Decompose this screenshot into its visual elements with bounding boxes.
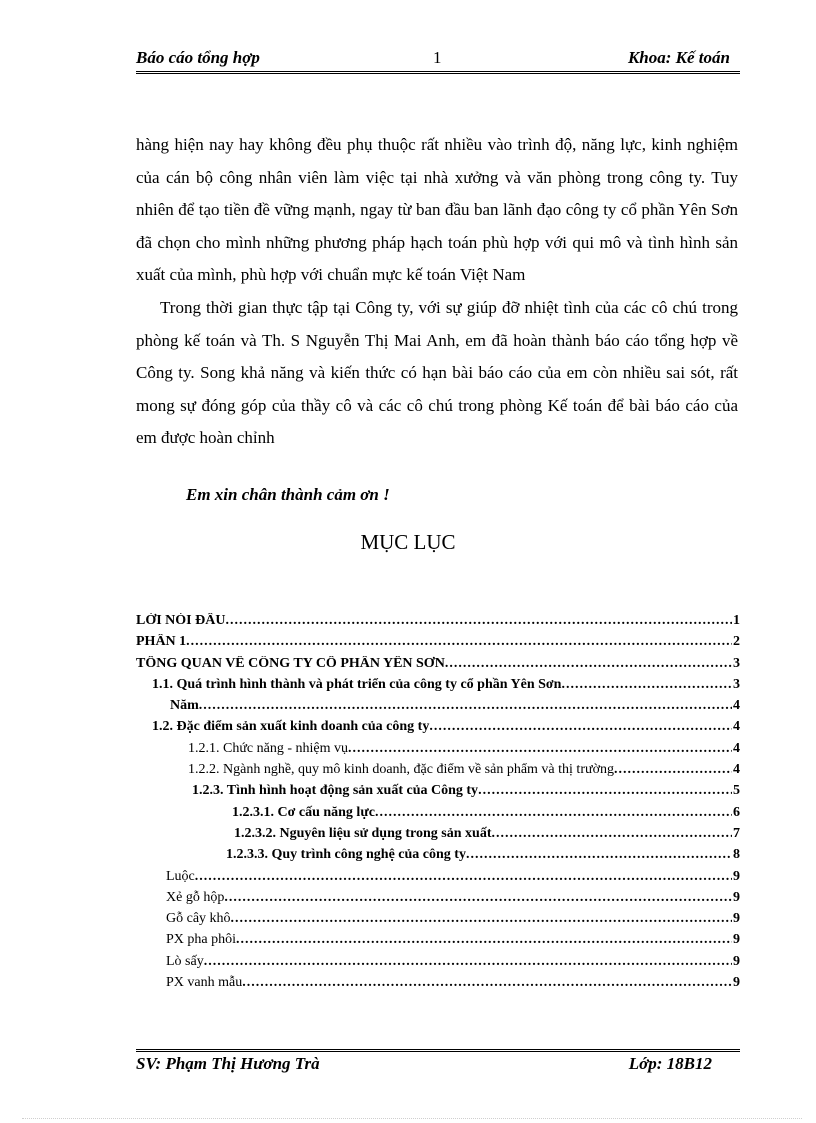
toc-leader (204, 954, 732, 970)
toc-entry-page: 7 (733, 825, 740, 841)
toc-entry-page: 6 (733, 804, 740, 820)
toc-leader (466, 847, 732, 863)
toc-entry-title: LỜI NÓI ĐẦU (136, 613, 226, 628)
toc-entry[interactable] (136, 783, 740, 804)
toc-entry-title: TỔNG QUAN VỀ CÔNG TY CỔ PHẦN YÊN SƠN (136, 655, 445, 671)
paragraph-intro: hàng hiện nay hay không đều phụ thuộc rất nhiều vào trình độ, năng lực, kinh nghiệm của cán bộ công nhân viên làm việc tại nhà xưởng và văn phòng trong công ty. Tuy nhiên để tạo tiền đề vững mạnh, ngay từ ban đầu ban lãnh đạo công ty cổ phần Yên Sơn đã chọn cho mình những phương pháp hạch toán phù hợp với qui mô và tình hình sản xuất của mình, phù hợp với chuẩn mực kế toán Việt Nam (136, 135, 738, 285)
toc-entry-page: 4 (733, 698, 740, 714)
toc-leader (614, 762, 732, 778)
toc-entry-title: Gỗ cây khô (166, 911, 231, 927)
toc-entry-title: 1.2.3.3. Quy trình công nghệ của công ty (226, 847, 466, 863)
toc-entry[interactable] (136, 975, 740, 996)
toc-entry-title: PX pha phôi (166, 932, 236, 948)
toc-leader (478, 783, 732, 799)
header-faculty: Khoa: Kế toán (627, 48, 730, 67)
page-footer (136, 1054, 738, 1078)
toc-entry-title: 1.2. Đặc điểm sản xuất kinh doanh của công ty (152, 719, 430, 735)
toc-leader (195, 869, 732, 885)
toc-leader (236, 932, 732, 948)
header-page-number: 1 (433, 48, 442, 67)
toc-leader (225, 613, 732, 629)
toc-entry-title: PHẦN 1 (136, 634, 187, 650)
header-divider (136, 71, 740, 76)
toc-entry[interactable] (136, 954, 740, 975)
toc-entry-title: Luộc (166, 868, 195, 884)
toc-entry-title: Năm (170, 698, 199, 714)
body-text (136, 129, 738, 455)
toc-entry[interactable] (136, 911, 740, 932)
toc-entry[interactable] (136, 677, 740, 698)
toc-leader (445, 656, 732, 672)
footer-student-name: SV: Phạm Thị Hương Trà (136, 1054, 320, 1073)
toc-entry[interactable] (136, 869, 740, 890)
toc-entry-page: 9 (733, 975, 740, 991)
toc-entry-page: 8 (733, 847, 740, 863)
toc-entry-title: 1.2.1. Chức năng - nhiệm vụ (188, 740, 349, 756)
toc-entry[interactable] (136, 826, 740, 847)
toc-entry-title: Xẻ gỗ hộp (166, 889, 225, 905)
toc-entry-page: 3 (733, 655, 740, 671)
toc-entry-title: PX vanh mẫu (166, 975, 243, 991)
toc-leader (375, 805, 732, 821)
toc-entry[interactable] (136, 613, 740, 634)
toc-entry-title: 1.2.3. Tình hình hoạt động sản xuất của Công ty (192, 783, 479, 799)
toc-entry-page: 4 (733, 719, 740, 735)
toc-entry[interactable] (136, 698, 740, 719)
toc-entry[interactable] (136, 890, 740, 911)
toc-entry-page: 9 (733, 953, 740, 969)
header-report-title: Báo cáo tổng hợp (136, 48, 260, 67)
toc-entry-page: 9 (733, 889, 740, 905)
toc-entry[interactable] (136, 932, 740, 953)
toc-leader (242, 975, 732, 991)
toc-entry[interactable] (136, 634, 740, 655)
toc-leader (199, 698, 732, 714)
table-of-contents (136, 613, 740, 996)
page-edge (22, 1118, 802, 1119)
toc-leader (491, 826, 732, 842)
page-header (136, 48, 738, 72)
toc-leader (231, 911, 732, 927)
toc-entry[interactable] (136, 656, 740, 677)
thanks-line: Em xin chân thành cảm ơn ! (186, 485, 390, 504)
toc-entry-title: 1.1. Quá trình hình thành và phát triển của công ty cổ phần Yên Sơn (152, 676, 562, 692)
footer-class: Lớp: 18B12 (628, 1054, 712, 1073)
toc-leader (348, 741, 732, 757)
toc-entry-page: 5 (733, 783, 740, 799)
toc-entry[interactable] (136, 741, 740, 762)
toc-leader (224, 890, 732, 906)
toc-entry[interactable] (136, 847, 740, 868)
toc-entry-page: 4 (733, 740, 740, 756)
toc-entry-page: 9 (733, 911, 740, 927)
toc-leader (186, 634, 732, 650)
toc-entry[interactable] (136, 762, 740, 783)
toc-entry-page: 1 (733, 613, 740, 628)
toc-entry-title: 1.2.3.1. Cơ cấu năng lực (232, 804, 375, 820)
toc-leader (429, 719, 732, 735)
toc-entry-page: 2 (733, 634, 740, 650)
toc-entry[interactable] (136, 719, 740, 740)
toc-entry-title: 1.2.2. Ngành nghề, quy mô kinh doanh, đặc điểm về sản phẩm và thị trường (188, 762, 614, 778)
toc-entry-title: 1.2.3.2. Nguyên liệu sử dụng trong sản xuất (234, 825, 492, 841)
toc-leader (561, 677, 732, 693)
toc-entry-page: 4 (733, 762, 740, 778)
paragraph-acknowledgement: Trong thời gian thực tập tại Công ty, với sự giúp đỡ nhiệt tình của các cô chú trong phòng kế toán và Th. S Nguyễn Thị Mai Anh, em đã hoàn thành báo cáo tổng hợp về Công ty. Song khả năng và kiến thức có hạn bài báo cáo của em còn nhiều sai sót, rất mong sự đóng góp của thầy cô và các cô chú trong phòng Kế toán để bài báo cáo của em được hoàn chỉnh (136, 297, 738, 448)
toc-entry-page: 3 (733, 676, 740, 692)
toc-entry-title: Lò sấy (166, 953, 204, 969)
toc-entry-page: 9 (733, 932, 740, 948)
toc-entry[interactable] (136, 805, 740, 826)
toc-entry-page: 9 (733, 868, 740, 884)
toc-title: MỤC LỤC (360, 530, 456, 554)
